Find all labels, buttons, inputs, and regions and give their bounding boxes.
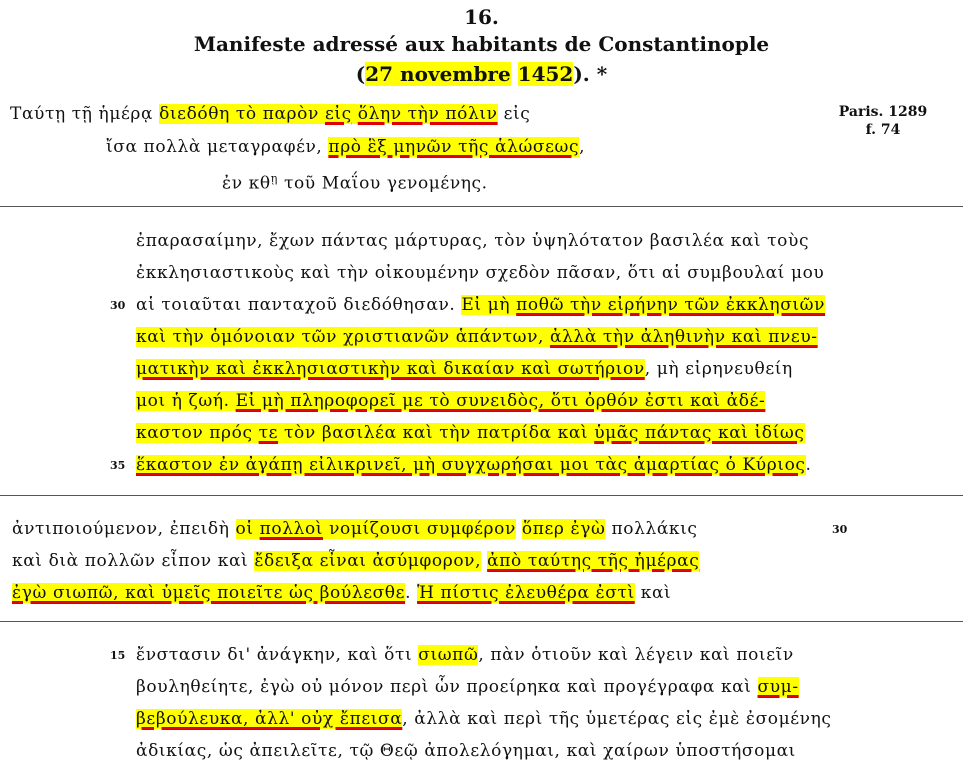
manuscript-reference: Paris. 1289 f. 74 <box>838 104 928 138</box>
line-number: 15 <box>110 649 126 662</box>
s1-line-2: ἐκκλησιαστικοὺς καὶ τὴν οἰκουμένην σχεδὸν πᾶσαν, ὅτι αἱ συμβουλαί μου <box>136 263 825 283</box>
document-date: (27 novembre 1452). * <box>355 62 608 86</box>
s3-line-3: βεβούλευκα, ἀλλ' οὐχ ἔπεισα, ἀλλὰ καὶ περὶ τῆς ὑμετέρας εἰς ἐμὲ ἐσομένης <box>136 709 832 729</box>
line-number: 30 <box>832 523 848 536</box>
s2-line-3: ἐγὼ σιωπῶ, καὶ ὑμεῖς ποιεῖτε ὡς βούλεσθε. Ἡ πίστις ἐλευθέρα ἐστὶ καὶ <box>12 583 672 603</box>
s1-line-1: ἐπαρασαίμην, ἔχων πάντας μάρτυρας, τὸν ὑψηλότατον βασιλέα καὶ τοὺς <box>136 231 810 251</box>
s3-line-2: βουληθείητε, ἐγὼ οὐ μόνον περὶ ὧν προείρηκα καὶ προγέγραφα καὶ συμ- <box>136 677 799 697</box>
intro-line-2: ἴσα πολλὰ μεταγραφέν, πρὸ ἓξ μηνῶν τῆς ἁλώσεως, <box>106 137 586 157</box>
s1-line-7: καστον πρός τε τὸν βασιλέα καὶ τὴν πατρίδα καὶ ὑμᾶς πάντας καὶ ἰδίως <box>136 423 805 443</box>
document-title: Manifeste adressé aux habitants de Constantinople <box>193 32 770 56</box>
highlight-date: 27 novembre <box>365 62 511 86</box>
s1-line-8: ἕκαστον ἐν ἀγάπῃ εἰλικρινεῖ, μὴ συγχωρήσαι μοι τὰς ἁμαρτίας ὁ Κύριος. <box>136 455 812 475</box>
s1-line-4: καὶ τὴν ὁμόνοιαν τῶν χριστιανῶν ἁπάντων, ἀλλὰ τὴν ἀληθινὴν καὶ πνευ- <box>136 327 818 347</box>
intro-line-3: ἐν $\kappa\theta^ῃ$ τοῦ Μαΐου γενομένης. <box>222 172 488 194</box>
s1-line-6: μοι ἡ ζωή. Εἰ μὴ πληροφορεῖ με τὸ συνειδὸς, ὅτι ὀρθόν ἐστι καὶ ἀδέ- <box>136 391 766 411</box>
line-number: 35 <box>110 459 126 472</box>
s3-line-1: ἔνστασιν δι' ἀνάγκην, καὶ ὅτι σιωπῶ, πὰν ὁτιοῦν καὶ λέγειν καὶ ποιεῖν <box>136 645 794 665</box>
s1-line-3: αἱ τοιαῦται πανταχοῦ διεδόθησαν. Εἰ μὴ ποθῶ τὴν εἰρήνην τῶν ἐκκλησιῶν <box>136 295 826 315</box>
intro-line-1: Ταύτῃ τῇ ἡμέρᾳ διεδόθη τὸ παρὸν εἰς ὅλην τὴν πόλιν εἰς <box>10 104 531 124</box>
s3-line-4: ἀδικίας, ὡς ἀπειλεῖτε, τῷ Θεῷ ἀπολελόγημαι, καὶ χαίρων ὑποστήσομαι <box>136 741 796 761</box>
s1-line-5: ματικὴν καὶ ἐκκλησιαστικὴν καὶ δικαίαν καὶ σωτήριον, μὴ εἰρηνευθείη <box>136 359 793 379</box>
line-number: 30 <box>110 299 126 312</box>
section-divider <box>0 495 963 496</box>
section-divider <box>0 206 963 207</box>
section-divider <box>0 621 963 622</box>
document-number: 16. <box>464 5 499 29</box>
s2-line-2: καὶ διὰ πολλῶν εἶπον καὶ ἔδειξα εἶναι ἀσύμφορον, ἀπὸ ταύτης τῆς ἡμέρας <box>12 551 700 571</box>
s2-line-1: ἀντιποιούμενον, ἐπειδὴ οἱ πολλοὶ νομίζουσι συμφέρον ὅπερ ἐγὼ πολλάκις <box>12 519 698 539</box>
highlight-year: 1452 <box>517 62 574 86</box>
